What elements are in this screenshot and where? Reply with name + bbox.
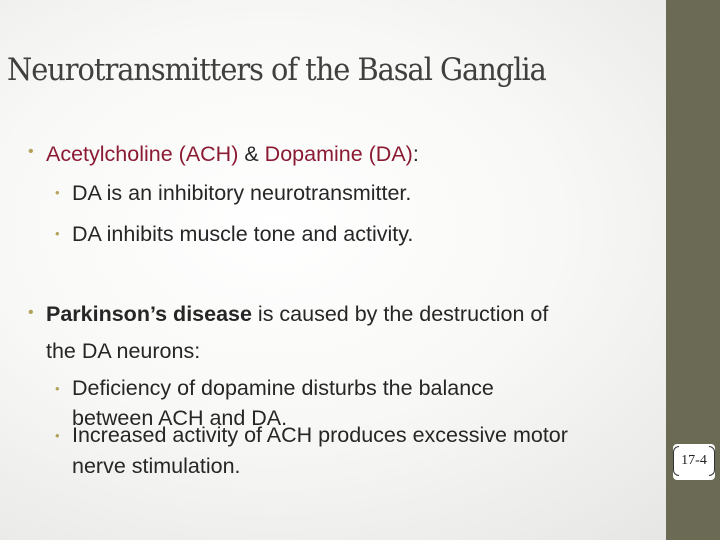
joiner: & (238, 142, 265, 166)
bullet-marker: • (28, 304, 34, 321)
sub-bullet-da-inhibitory: DA is an inhibitory neurotransmitter. (72, 181, 412, 205)
bullet-marker: • (28, 143, 34, 160)
page-number-box (673, 444, 715, 480)
bullet-parkinsons-continued: the DA neurons: (46, 339, 201, 363)
sub-bullet-increased-activity-continued: nerve stimulation. (72, 454, 241, 478)
sub-bullet-marker: • (55, 428, 60, 443)
colon: : (412, 142, 419, 166)
bullet-acetylcholine-dopamine (46, 142, 419, 167)
sub-bullet-deficiency-continued: between ACH and DA. (72, 406, 288, 430)
sub-bullet-deficiency: Deficiency of dopamine disturbs the balance (72, 376, 494, 400)
term-acetylcholine: Acetylcholine (ACH) (46, 142, 239, 166)
bullet-parkinsons (46, 302, 548, 327)
slide-title: Neurotransmitters of the Basal Ganglia (7, 52, 546, 88)
sub-bullet-increased-activity: Increased activity of ACH produces excessive motor (72, 423, 568, 447)
bullet-parkinsons-text: is caused by the destruction of (251, 302, 549, 326)
sub-bullet-marker: • (55, 381, 60, 396)
sub-bullet-da-inhibits-tone: DA inhibits muscle tone and activity. (72, 222, 414, 246)
sub-bullet-marker: • (55, 185, 60, 200)
page-number: 17-4 (681, 453, 707, 468)
term-dopamine: Dopamine (DA) (264, 142, 413, 166)
term-parkinsons: Parkinson’s disease (46, 302, 252, 326)
sub-bullet-marker: • (55, 226, 60, 241)
